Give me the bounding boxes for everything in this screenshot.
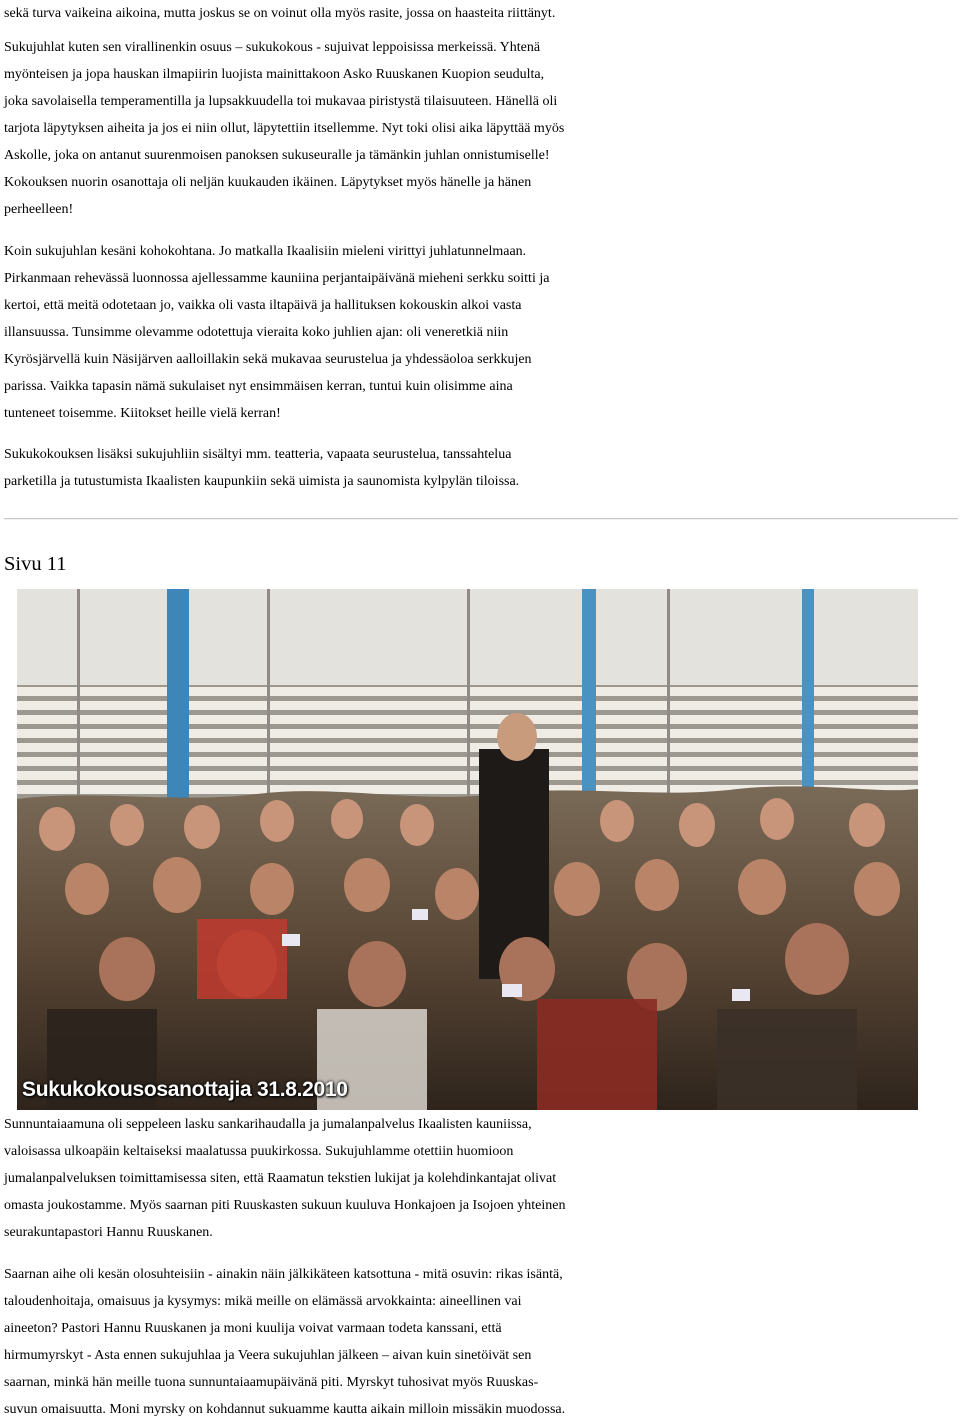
paragraph-sunnuntai [4,1111,959,1246]
photo-caption: Sukukokousosanottajia 31.8.2010 [22,1078,348,1101]
text-line: seurakuntapastori Hannu Ruuskanen. [4,1225,213,1240]
text-line: saarnan, minkä hän meille tuona sunnuntaiaamupäivänä piti. Myrskyt tuhosivat myös Ruuskas- [4,1375,539,1390]
text-line: Askolle, joka on antanut suurenmoisen panoksen sukuseuralle ja tämänkin juhlan onnistumiselle! [4,148,550,163]
text-line: Kyrösjärvellä kuin Näsijärven aalloillakin sekä mukavaa seurustelua ja yhdessäoloa serkkujen [4,352,532,367]
text-line: myönteisen ja jopa hauskan ilmapiirin luojista mainittakoon Asko Ruuskanen Kuopion seudulta, [4,67,545,82]
text-line: omasta joukostamme. Myös saarnan piti Ruuskasten sukuun kuuluva Honkajoen ja Isojoen yhteinen [4,1198,566,1213]
text-line: Sunnuntaiaamuna oli seppeleen lasku sankarihaudalla ja jumalanpalvelus Ikaalisten kauniissa, [4,1117,532,1132]
paragraph-intro-fragment [4,0,959,27]
text-line: sekä turva vaikeina aikoina, mutta joskus se on voinut olla myös rasite, jossa on haasteita riittänyt. [4,6,556,21]
paragraph-ohjelma [4,441,959,495]
text-line: Pirkanmaan rehevässä luonnossa ajellessamme kauniina perjantaipäivänä mieheni serkku soitti ja [4,271,550,286]
text-line: valoisassa ulkoapäin keltaiseksi maalatussa puukirkossa. Sukujuhlamme otettiin huomioon [4,1144,514,1159]
paragraph-saarna [4,1261,959,1423]
text-line: parissa. Vaikka tapasin nämä sukulaiset nyt ensimmäisen kerran, tuntui kuin olisimme aina [4,379,513,394]
text-line: joka savolaisella temperamentilla ja lupsakkuudella toi mukavaa piristystä tilaisuuteen. Hänellä oli [4,94,558,109]
text-line: tarjota läpytyksen aiheita ja jos ei niin ollut, läpytettiin itsellemme. Nyt toki olisi aika läpyttää myös [4,121,565,136]
text-line: parketilla ja tutustumista Ikaalisten kaupunkiin sekä uimista ja saunomista kylpylän tiloissa. [4,474,520,489]
text-line: tunteneet toisemme. Kiitokset heille vielä kerran! [4,406,281,421]
text-line: suvun omaisuutta. Moni myrsky on kohdannut sukuamme kautta aikain milloin missäkin muodossa. [4,1402,566,1417]
audience-photo [17,589,918,1110]
text-line: Sukujuhlat kuten sen virallinenkin osuus – sukukokous - sujuivat leppoisissa merkeissä. Yhtenä [4,40,541,55]
page-number-label: Sivu 11 [4,553,67,575]
paragraph-sukujuhlat [4,34,959,223]
text-line: Saarnan aihe oli kesän olosuhteisiin - ainakin näin jälkikäteen katsottuna - mitä osuvin: rikas isäntä, [4,1267,563,1282]
text-line: illansuussa. Tunsimme olevamme odotettuja vieraita koko juhlien ajan: oli veneretkiä niin [4,325,509,340]
text-line: Koin sukujuhlan kesäni kohokohtana. Jo matkalla Ikaalisiin mieleni virittyi juhlatunnelmaan. [4,244,527,259]
text-line: taloudenhoitaja, omaisuus ja kysymys: mikä meille on elämässä arvokkainta: aineellinen vai [4,1294,522,1309]
text-line: aineeton? Pastori Hannu Ruuskanen ja moni kuulija voivat varmaan todeta kanssani, että [4,1321,502,1336]
text-line: jumalanpalveluksen toimittamisessa siten, että Raamatun tekstien lukijat ja kolehdinkantajat olivat [4,1171,557,1186]
text-line: Sukukokouksen lisäksi sukujuhliin sisältyi mm. teatteria, vapaata seurustelua, tanssahtelua [4,447,512,462]
text-line: hirmumyrskyt - Asta ennen sukujuhlaa ja Veera sukujuhlan jälkeen – aivan kuin sinetöivät sen [4,1348,532,1363]
text-line: perheelleen! [4,202,74,217]
audience-photo-image [17,589,918,1110]
text-line: kertoi, että meitä odotetaan jo, vaikka oli vasta iltapäivä ja hallituksen kokouskin alkoi vasta [4,298,522,313]
text-line: Kokouksen nuorin osanottaja oli neljän kuukauden ikäinen. Läpytykset myös hänelle ja hänen [4,175,532,190]
paragraph-kohokohta [4,238,959,427]
horizontal-divider [4,518,958,520]
